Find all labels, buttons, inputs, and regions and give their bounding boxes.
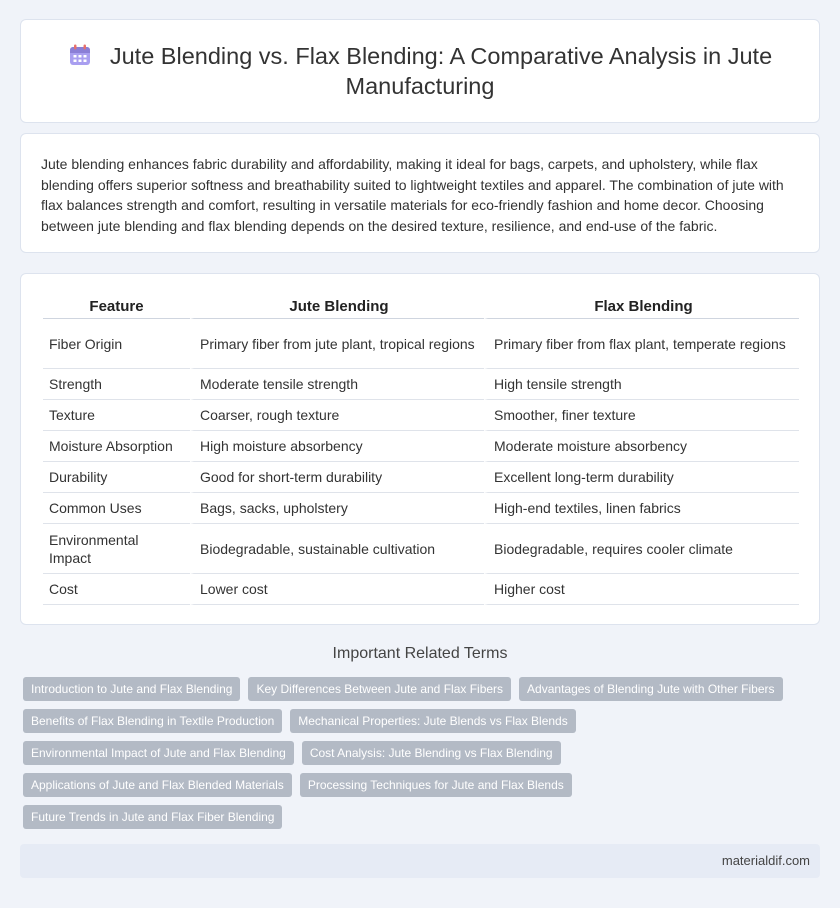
table-row [43,462,799,493]
table-cell: Fiber Origin [43,319,190,369]
related-term-link[interactable]: Introduction to Jute and Flax Blending [23,677,240,701]
related-term-link[interactable]: Applications of Jute and Flax Blended Materials [23,773,292,797]
table-cell: High tensile strength [484,369,799,400]
table-cell: Excellent long-term durability [484,462,799,493]
table-cell: Cost [43,574,190,605]
intro-paragraph: Jute blending enhances fabric durability and affordability, making it ideal for bags, carpets, and upholstery, while flax blending offers superior softness and breathability suited to lightweight textiles and apparel. The combination of jute with flax balances strength and comfort, resulting in versatile materials for eco-friendly fashion and home decor. Choosing between jute blending and flax blending depends on the desired texture, resilience, and end-use of the fabric. [41,156,784,234]
page-title-wrap [50,41,790,101]
related-terms-title: Important Related Terms [332,645,508,662]
table-cell: Bags, sacks, upholstery [190,493,484,524]
table-header-row [43,294,799,319]
table-row [43,524,799,574]
table-cell: Moderate moisture absorbency [484,431,799,462]
table-cell: Good for short-term durability [190,462,484,493]
table-cell: Texture [43,400,190,431]
calendar-icon [68,43,92,67]
table-cell: Biodegradable, requires cooler climate [484,524,799,574]
footer [20,844,820,878]
table-cell: Durability [43,462,190,493]
table-cell: Moisture Absorption [43,431,190,462]
table-cell: Moderate tensile strength [190,369,484,400]
table-cell: Coarser, rough texture [190,400,484,431]
header-feature: Feature [43,294,190,319]
related-term-link[interactable]: Benefits of Flax Blending in Textile Production [23,709,282,733]
related-term-link[interactable]: Processing Techniques for Jute and Flax Blends [300,773,572,797]
related-term-link[interactable]: Future Trends in Jute and Flax Fiber Blending [23,805,282,829]
table-cell: Common Uses [43,493,190,524]
page-title: Jute Blending vs. Flax Blending: A Comparative Analysis in Jute Manufacturing [109,43,773,99]
table-cell: Biodegradable, sustainable cultivation [190,524,484,574]
related-term-link[interactable]: Environmental Impact of Jute and Flax Blending [23,741,294,765]
related-term-link[interactable]: Cost Analysis: Jute Blending vs Flax Blending [302,741,561,765]
table-cell: Smoother, finer texture [484,400,799,431]
table-cell: High moisture absorbency [190,431,484,462]
table-cell: High-end textiles, linen fabrics [484,493,799,524]
table-cell: Primary fiber from flax plant, temperate regions [484,319,799,369]
related-term-link[interactable]: Advantages of Blending Jute with Other Fibers [519,677,782,701]
table-cell: Lower cost [190,574,484,605]
table-cell: Strength [43,369,190,400]
header-flax: Flax Blending [484,294,799,319]
table-row [43,431,799,462]
title-card [20,19,820,123]
related-term-link[interactable]: Mechanical Properties: Jute Blends vs Flax Blends [290,709,575,733]
related-terms-list [23,677,813,829]
table-row [43,574,799,605]
table-row [43,493,799,524]
table-row [43,369,799,400]
header-jute: Jute Blending [190,294,484,319]
comparison-table [43,294,799,605]
related-term-link[interactable]: Key Differences Between Jute and Flax Fibers [248,677,511,701]
table-row [43,400,799,431]
table-row [43,319,799,369]
table-cell: Primary fiber from jute plant, tropical regions [190,319,484,369]
intro-card [20,133,820,253]
table-cell: Environmental Impact [43,524,190,574]
footer-site-link[interactable]: materialdif.com [721,853,810,868]
table-cell: Higher cost [484,574,799,605]
comparison-card [20,273,820,625]
